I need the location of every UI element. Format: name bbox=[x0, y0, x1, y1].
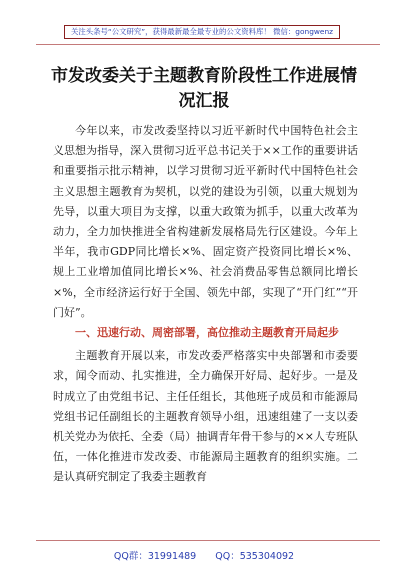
header-divider bbox=[36, 44, 380, 45]
intro-paragraph: 今年以来，市发改委坚持以习近平新时代中国特色社会主义思想为指导，深入贯彻习近平总书记关于××工作的重要讲话和重要指示批示精神，以学习贯彻习近平新时代中国特色社会主义思想主题教育为契机，以党的建设为引领，以重大规划为先导，以重大项目为支撑，以重大政策为抓手，以重大改革为动力，全力加快推进全省构建新发展格局先行区建设。今年上半年，我市GDP同比增长×%、固定资产投资同比增长×%、规上工业增加值同比增长×%、社会消费品零售总额同比增长×%，全市经济运行好于全国、领先中部，实现了“开门红”“开门好”。 bbox=[53, 124, 358, 319]
promo-banner: 关注头条号“公文研究”，获得最新最全最专业的公文资料库！ 微信：gongwenz bbox=[64, 25, 340, 39]
footer-divider bbox=[36, 540, 380, 541]
section-paragraph: 主题教育开展以来，市发改委严格落实中央部署和市委要求，闻令而动、扎实推进，全力确保开好局、起好步。一是及时成立了由党组书记、主任任组长，其他班子成员和市能源局党组书记任副组长的主题教育领导小组，迅速组建了一支以委机关党办为依托、全委（局）抽调青年骨干参与的××人专班队伍，一体化推进市发改委、市能源局主题教育的组织实施。二是认真研究制定了我委主题教育 bbox=[53, 349, 358, 484]
document-title: 市发改委关于主题教育阶段性工作进展情况汇报 bbox=[51, 66, 357, 111]
section-heading: 一、迅速行动、周密部署，高位推动主题教育开局起步 bbox=[75, 326, 339, 340]
footer-qq-group: QQ群：31991489 bbox=[113, 551, 197, 562]
footer bbox=[0, 548, 408, 562]
document-body bbox=[53, 121, 358, 488]
footer-qq: QQ：535304092 bbox=[215, 551, 295, 562]
